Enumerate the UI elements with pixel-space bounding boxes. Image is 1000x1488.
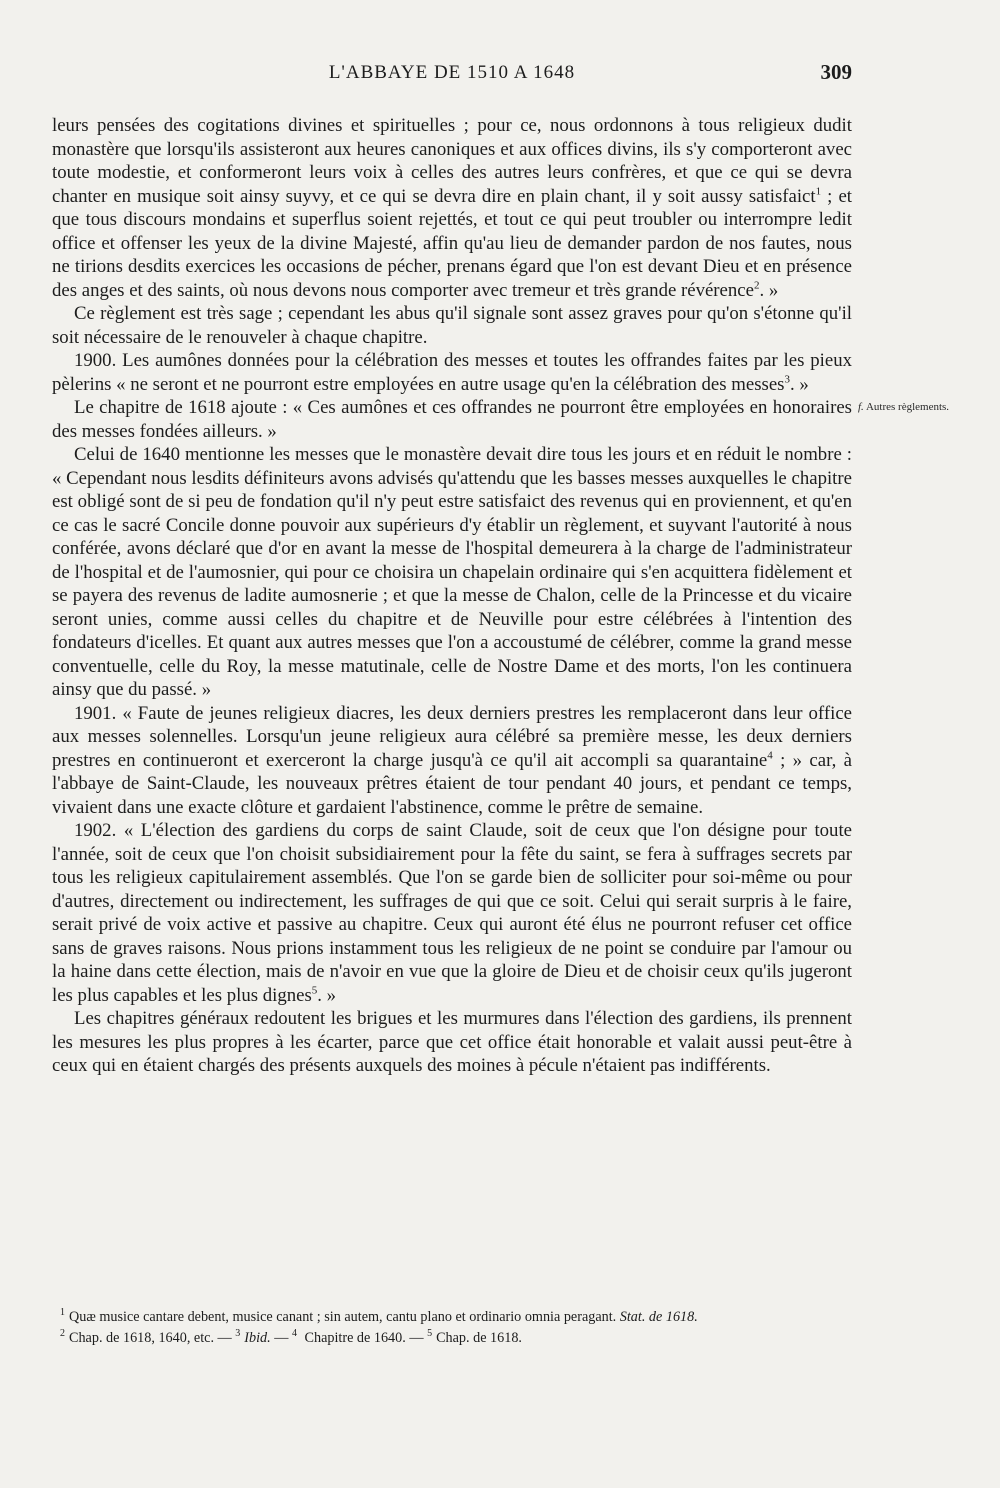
paragraph-conclusion: Les chapitres généraux redoutent les brigues et les murmures dans l'élection des gardiens, ils prennent les mesures les plus propres à les écarter, parce que cet office était honorable et valait aussi peut-être à ceux qui en étaient chargés des présents auxquels des moines à pécule n'étaient pas indifférents. [52,1008,852,1076]
footnote-number: 5 [427,1328,433,1340]
footnote-number: 1 [60,1307,65,1319]
main-text [52,114,852,1078]
footnote-ref: 2 [753,279,760,292]
footnote-ref: 4 [767,749,773,762]
paragraph-comment: Ce règlement est très sage ; cependant les abus qu'il signale sont assez graves pour qu'on s'étonne qu'il soit nécessaire de le renouveler à chaque chapitre. [52,303,852,348]
paragraph-text: 1900. Les aumônes données pour la célébration des messes et toutes les offrandes faites par les pieux pèlerins « ne seront et ne pourront estre employées en autre usage qu'en la célébration des messes [52,350,852,395]
margin-note-text: Autres règlements. [865,401,950,413]
running-head: L'ABBAYE DE 1510 A 1648 [328,62,576,83]
paragraph-1901 [52,702,852,820]
paragraph-text: . » [789,373,809,395]
footnote-number: 4 [291,1328,297,1340]
footnote-text: — [270,1330,292,1346]
paragraph-text: 1901. « Faute de jeunes religieux diacres, les deux derniers prestres les remplaceront dans leur office aux messes solennelles. Lorsqu'un jeune religieux aura célébré sa première messe, les deux derniers prestres en continueront et exerceront la charge jusqu'à ce qu'il ait accompli sa quarantaine [52,702,852,771]
footnote-text: Chap. de 1618, 1640, etc. — [69,1330,236,1346]
margin-note-letter: f. [858,401,864,413]
paragraph-1902 [52,819,852,1007]
paragraph-1618: Le chapitre de 1618 ajoute : « Ces aumônes et ces offrandes ne pourront être employées en honoraires des messes fondées ailleurs. » [52,397,852,442]
footnote-2 [60,1329,850,1348]
paragraph-1900 [52,349,852,396]
paragraph-text: ; » car, à l'abbaye de Saint-Claude, les nouveaux prêtres étaient de tour pendant 40 jours, et pendant ce temps, vivaient dans une exacte clôture et gardaient l'abstinence, comme le prêtre de semaine. [52,749,852,818]
footnote-number: 2 [60,1328,65,1340]
paragraph-1640: Celui de 1640 mentionne les messes que le monastère devait dire tous les jours et en réduit le nombre : « Cependant nous lesdits définiteurs avons advisés qu'attendu que les basses messes auxquelles le chapitre est obligé sont de si peu de fondation qu'il n'y peut estre satisfaict des revenus qui en proviennent, et qu'en ce cas le sacré Concile donne pouvoir aux supérieurs d'y établir un règlement, et suyvant l'autorité à nous conférée, avons déclaré que d'or en avant la messe de l'hospital demeurera à la charge de l'administrateur de l'hospital et de l'aumosnier, qui pour ce choisira un chapelain ordinaire qui s'en acquittera fidèlement et se payera des revenus de ladite aumosnerie ; et que la messe de Chalon, celle de la Princesse et du vicaire seront unies, comme aussi celles du chapitre et de Neuville pour estre célébrées à l'intention des fondateurs d'icelles. Et quant aux autres messes que l'on a accoustumé de célébrer, comme la grand messe conventuelle, celle du Roy, la messe matutinale, celle de Nostre Dame et des morts, l'on les continuera ainsy que du passé. » [52,444,852,700]
footnotes [60,1308,850,1350]
footnote-1 [60,1308,850,1327]
paragraph-text: ; et que tous discours mondains et superflus soient rejettés, et tout ce qui peut troubler ou interrompre ledit office et offenser les yeux de la divine Majesté, affin qu'au lieu de demander pardon de nos fautes, nous ne tirions desdits exercices les occasions de pécher, prenans égard que l'on est devant Dieu et en présence des anges et des saints, où nous devons nous comporter avec tremeur et très grande révérence [52,185,853,301]
footnote-number: 3 [235,1328,241,1340]
margin-note [858,400,958,414]
paragraph-statute [52,114,852,302]
paragraph-text: . » [759,279,779,301]
footnote-text: Chap. de 1618. [436,1330,522,1346]
footnote-ibid: Ibid. [244,1330,271,1346]
footnote-ref: 5 [311,984,318,997]
footnote-ref: 3 [784,373,790,386]
footnote-text: Chapitre de 1640. — [300,1330,428,1346]
paragraph-text: . » [317,984,337,1006]
page-number: 309 [820,60,852,84]
paragraph-text: leurs pensées des cogitations divines et spirituelles ; pour ce, nous ordonnons à tous religieux dudit monastère que lorsqu'ils assisteront aux heures canoniques et aux offices divins, ils s'y comporteront avec toute modestie, et conformeront leurs voix à celles des autres leurs confrères, et que ce qui se devra chanter en musique soit ainsy suyvy, et ce qui se devra dire en plain chant, il y soit aussy satisfaict [52,115,852,207]
paragraph-text: 1902. « L'élection des gardiens du corps de saint Claude, soit de ceux que l'on désigne pour toute l'année, soit de ceux que l'on choisit subsidiairement pour la fête du saint, se fera à suffrages secrets par tous les religieux capitulairement assemblés. Que l'on se garde bien de solliciter pour soi-même ou pour d'autres, directement ou indirectement, les suffrages de qui que ce soit. Celui qui serait surpris à le faire, serait privé de voix active et passive au chapitre. Ceux qui auront été élus ne pourront refuser cet office sans de graves raisons. Nous prions instamment tous les religieux de ne point se conduire par l'amour ou la haine dans cette élection, mais de n'avoir en vue que la gloire de Dieu et de choisir ceux qu'ils jugeront les plus capables et les plus dignes [52,820,852,1006]
footnote-text: Quæ musice cantare debent, musice canant ; sin autem, cantu plano et ordinario omnia peragant. [69,1309,617,1325]
footnote-ref: 1 [815,185,822,198]
footnote-source: Stat. de 1618. [619,1309,698,1325]
